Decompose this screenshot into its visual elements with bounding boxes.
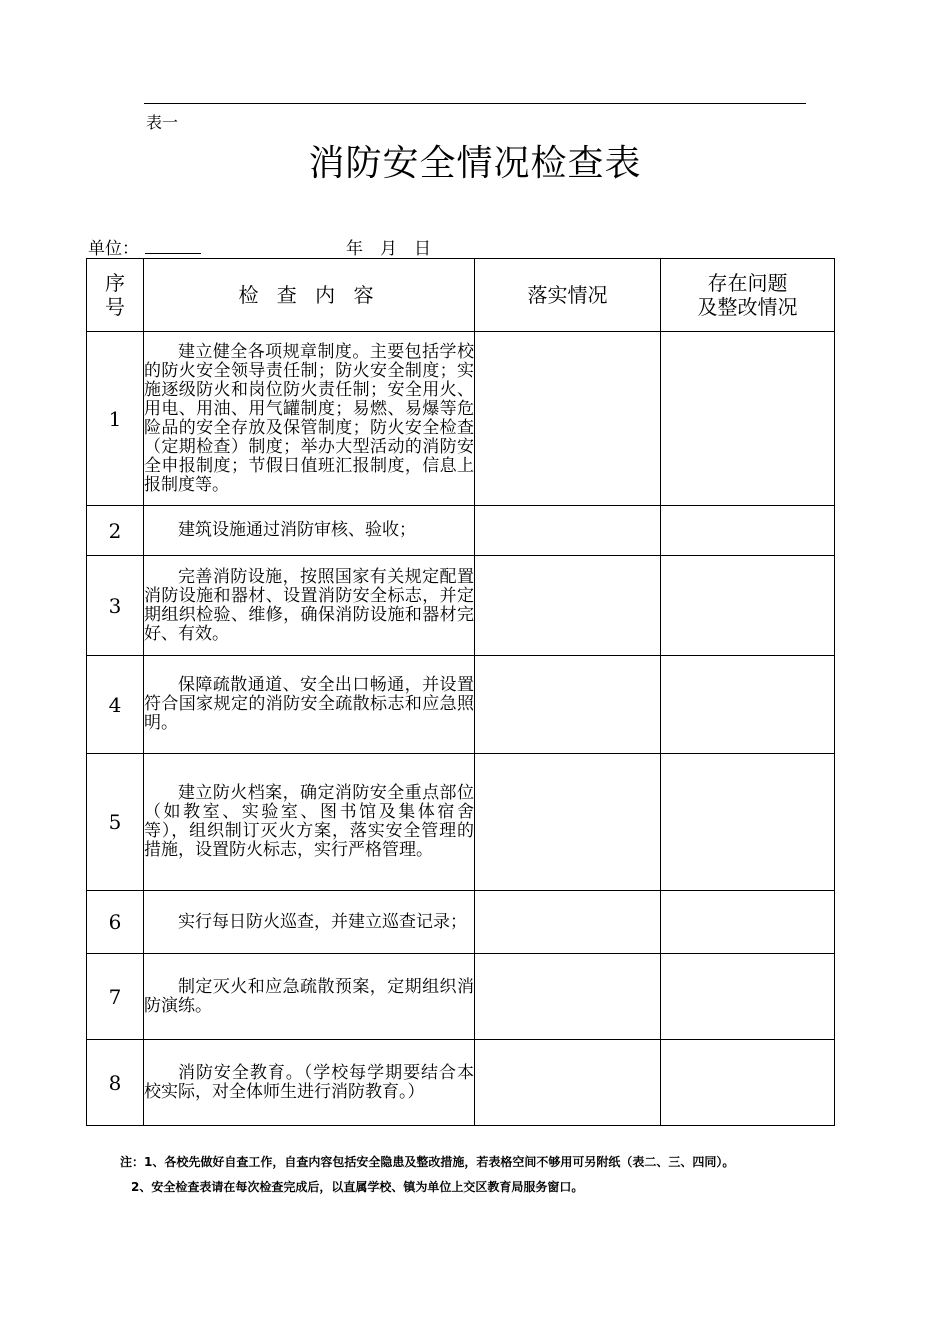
row-content: 制定灭火和应急疏散预案，定期组织消防演练。	[144, 954, 475, 1040]
footnote-1: 注：1、各校先做好自查工作，自查内容包括安全隐患及整改措施，若表格空间不够用可另附纸（表二、三、四同）。	[120, 1155, 735, 1169]
unit-blank-line	[145, 236, 201, 254]
table-number: 表一	[146, 113, 179, 132]
issues-cell[interactable]	[661, 1040, 835, 1126]
implementation-cell[interactable]	[475, 556, 661, 656]
header-rule	[144, 103, 806, 104]
row-content: 保障疏散通道、安全出口畅通，并设置符合国家规定的消防安全疏散标志和应急照明。	[144, 656, 475, 754]
row-content: 完善消防设施，按照国家有关规定配置消防设施和器材、设置消防安全标志，并定期组织检验、维修，确保消防设施和器材完好、有效。	[144, 556, 475, 656]
implementation-cell[interactable]	[475, 506, 661, 556]
header-implementation	[475, 259, 661, 332]
table-row	[87, 754, 835, 891]
implementation-cell[interactable]	[475, 1040, 661, 1126]
implementation-cell[interactable]	[475, 754, 661, 891]
header-content-label: 检 查 内 容	[238, 283, 380, 307]
header-implementation-label: 落实情况	[527, 283, 608, 307]
implementation-cell[interactable]	[475, 332, 661, 506]
issues-cell[interactable]	[661, 754, 835, 891]
issues-cell[interactable]	[661, 656, 835, 754]
implementation-cell[interactable]	[475, 891, 661, 954]
date-label: 年 月 日	[346, 239, 431, 259]
row-number: 8	[87, 1040, 144, 1126]
page-title: 消防安全情况检查表	[308, 143, 642, 184]
row-number: 6	[87, 891, 144, 954]
row-content: 建立健全各项规章制度。主要包括学校的防火安全领导责任制；防火安全制度；实施逐级防火和岗位防火责任制；安全用火、用电、用油、用气罐制度；易燃、易爆等危险品的安全存放及保管制度；防火安全检查（定期检查）制度；举办大型活动的消防安全申报制度；节假日值班汇报制度，信息上报制度等。	[144, 332, 475, 506]
issues-cell[interactable]	[661, 506, 835, 556]
implementation-cell[interactable]	[475, 656, 661, 754]
header-seq-label: 序号	[105, 271, 125, 319]
inspection-table	[86, 258, 835, 1126]
header-seq	[87, 259, 144, 332]
footnote-2: 2、安全检查表请在每次检查完成后，以直属学校、镇为单位上交区教育局服务窗口。	[131, 1180, 584, 1194]
issues-cell[interactable]	[661, 332, 835, 506]
table-row	[87, 332, 835, 506]
row-number: 2	[87, 506, 144, 556]
table-row	[87, 556, 835, 656]
table-row	[87, 656, 835, 754]
header-content	[144, 259, 475, 332]
implementation-cell[interactable]	[475, 954, 661, 1040]
row-number: 4	[87, 656, 144, 754]
table-row	[87, 891, 835, 954]
row-content: 建筑设施通过消防审核、验收；	[144, 506, 475, 556]
row-content: 消防安全教育。（学校每学期要结合本校实际，对全体师生进行消防教育。）	[144, 1040, 475, 1126]
row-content: 建立防火档案，确定消防安全重点部位（如教室、实验室、图书馆及集体宿舍等），组织制订灭火方案，落实安全管理的措施，设置防火标志，实行严格管理。	[144, 754, 475, 891]
row-number: 7	[87, 954, 144, 1040]
row-number: 3	[87, 556, 144, 656]
row-number: 5	[87, 754, 144, 891]
table-row	[87, 1040, 835, 1126]
issues-cell[interactable]	[661, 556, 835, 656]
issues-cell[interactable]	[661, 954, 835, 1040]
issues-cell[interactable]	[661, 891, 835, 954]
table-row	[87, 954, 835, 1040]
header-issues	[661, 259, 835, 332]
row-content: 实行每日防火巡查，并建立巡查记录；	[144, 891, 475, 954]
row-number: 1	[87, 332, 144, 506]
table-row	[87, 506, 835, 556]
unit-label: 单位：	[88, 239, 139, 259]
header-issues-label: 存在问题 及整改情况	[697, 271, 798, 319]
table-header-row	[87, 259, 835, 332]
